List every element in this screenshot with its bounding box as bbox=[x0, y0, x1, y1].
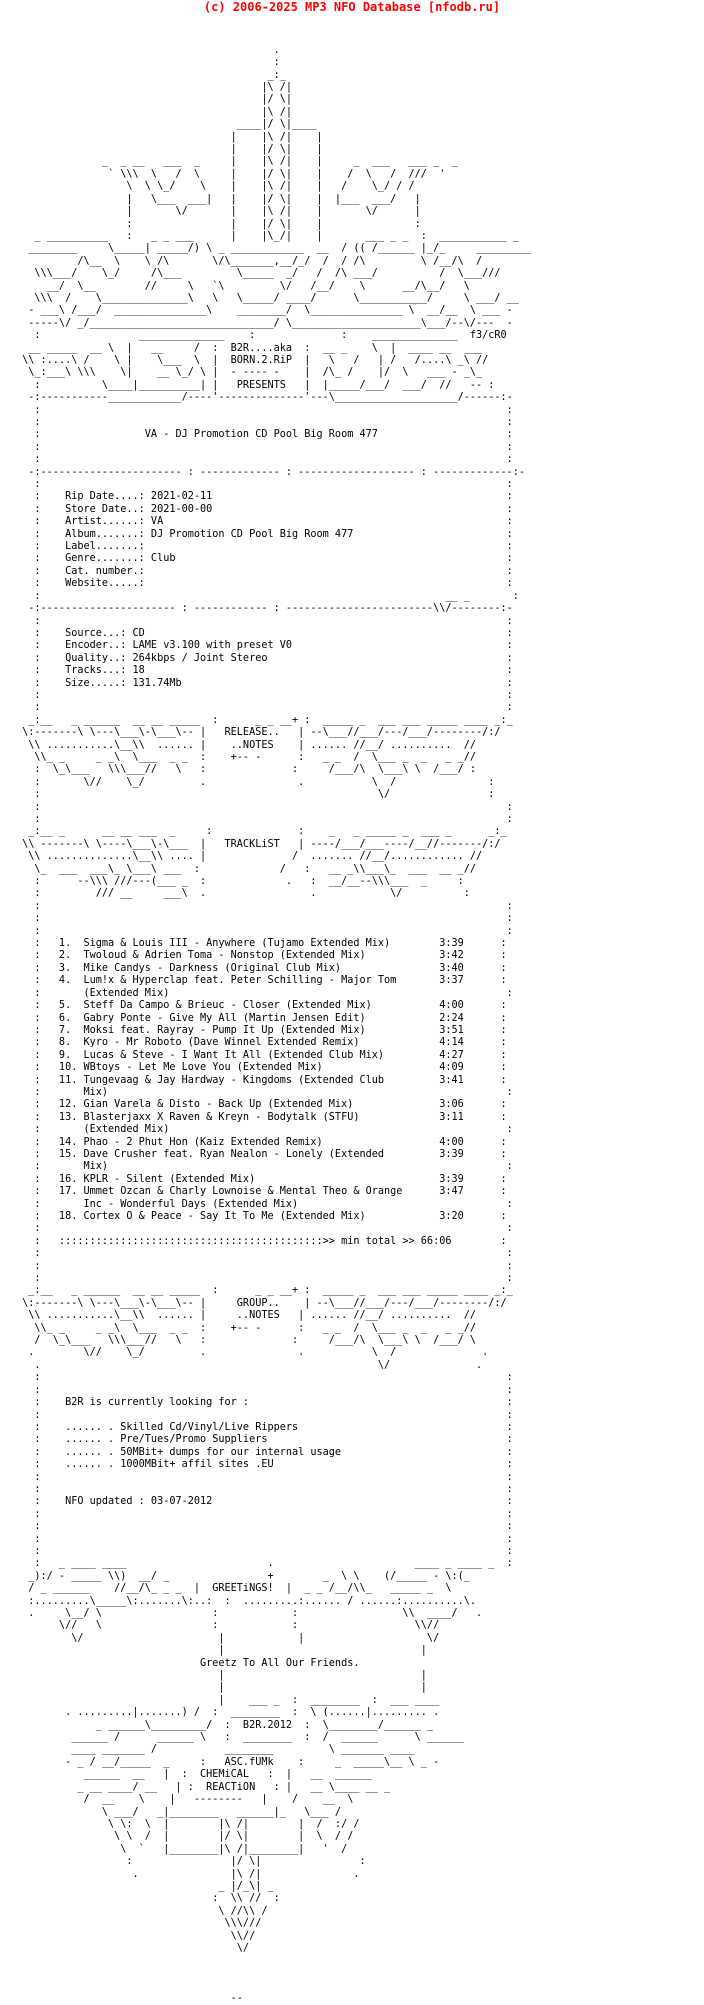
nfo-line: : |/ \| : bbox=[16, 1856, 366, 1868]
nfo-line: \_ ___ ___\_ \___\ ___ : / : __ _\\___\_ ___ __ _// bbox=[16, 863, 477, 875]
nfo-line: : VA - DJ Promotion CD Pool Big Room 477 : bbox=[16, 429, 513, 441]
nfo-line: : Store Date..: 2021-00-00 : bbox=[16, 503, 513, 515]
nfo-line: : 11. Tungevaag & Jay Hardway - Kingdoms (Extended Club 3:41 : bbox=[16, 1074, 507, 1086]
nfo-line: : Encoder..: LAME v3.100 with preset V0 : bbox=[16, 640, 513, 652]
nfo-line: : 3. Mike Candys - Darkness (Original Club Mix) 3:40 : bbox=[16, 962, 507, 974]
nfo-line: : : bbox=[16, 1248, 513, 1260]
nfo-line: : 14. Phao - 2 Phut Hon (Kaiz Extended Remix) 4:00 : bbox=[16, 1136, 507, 1148]
nfo-line: : :::::::::::::::::::::::::::::::::::::::::::>> min total >> 66:06 : bbox=[16, 1235, 507, 1247]
nfo-line: : | |/ \| | : bbox=[16, 218, 421, 230]
nfo-line: : : bbox=[16, 1521, 513, 1533]
nfo-line: : 17. Ummet Ozcan & Charly Lownoise & Mental Theo & Orange 3:47 : bbox=[16, 1186, 507, 1198]
nfo-line: \\\ / \______________\ \ \_____/ ____/ \___________/ \ ___/ __ bbox=[16, 292, 519, 304]
nfo-line: - _ / __/_____ _ : ASC.fUMk : _ _____\__ \ _ - bbox=[16, 1756, 440, 1768]
nfo-line: : 10. WBtoys - Let Me Love You (Extended Mix) 4:09 : bbox=[16, 1062, 507, 1074]
nfo-line: : : bbox=[16, 479, 513, 491]
nfo-line: : : bbox=[16, 1260, 513, 1272]
nfo-line: : Album.......: DJ Promotion CD Pool Big Room 477 : bbox=[16, 528, 513, 540]
nfo-line: : NFO updated : 03-07-2012 : bbox=[16, 1496, 513, 1508]
nfo-line: \:-------\ \---\___\-\___\-- | RELEASE.. | --\___//___/---/___/--------/:/ bbox=[16, 727, 501, 739]
nfo-line: : : bbox=[16, 1384, 513, 1396]
nfo-line: _:_ bbox=[16, 69, 286, 81]
nfo-line: : : bbox=[16, 1545, 513, 1557]
nfo-line: \\\/// bbox=[16, 1918, 262, 1930]
nfo-line: | \___ ___| | |/ \| | |___ ___/ | bbox=[16, 193, 421, 205]
nfo-line: /\__ \ \ /\ \/\_______,__/_/ / / /\ \ /__/\ / bbox=[16, 255, 483, 267]
nfo-line: : bbox=[16, 57, 280, 69]
nfo-line: _ __ ____/ __ | : REACTiON : | __ \____ __ _ bbox=[16, 1781, 391, 1793]
nfo-line: . \/ . bbox=[16, 1359, 483, 1371]
nfo-line: \ \ \_/ \ | |\ /| | / \_/ / / bbox=[16, 181, 415, 193]
nfo-line: . bbox=[16, 44, 280, 56]
nfo-line: : \_\___ \\\___// \ : : /___/\ \___\ \ /___/ : bbox=[16, 764, 477, 776]
nfo-line: / _ ______ //__/\_ _ _ | GREETiNGS! | _ _ /__/\\_ _____ _ \ bbox=[16, 1583, 452, 1595]
nfo-line: / \_\___ \\\___// \ : : /___/\ \___\ \ /___/ \ bbox=[16, 1335, 477, 1347]
nfo-line: : --\\\ ///---(___ _ : . : __/__--\\\___ _ : bbox=[16, 876, 464, 888]
nfo-line: : \\ // : bbox=[16, 1893, 280, 1905]
nfo-line: : Label.......: : bbox=[16, 541, 513, 553]
nfo-line: : 13. Blasterjaxx X Raven & Kreyn - Bodytalk (STFU) 3:11 : bbox=[16, 1111, 507, 1123]
nfo-line: : : bbox=[16, 1223, 513, 1235]
nfo-line: : Inc - Wonderful Days (Extended Mix) : bbox=[16, 1198, 513, 1210]
nfo-line: | ___ _ : ________ : ___ ____ bbox=[16, 1694, 489, 1706]
nfo-line: | \/ | |\ /| | \/ | bbox=[16, 206, 421, 218]
nfo-line: : : bbox=[16, 1372, 513, 1384]
nfo-line: |\ /| bbox=[16, 82, 293, 94]
nfo-line: _:__ _ ______ __ __ _____ : _ _ __+ : _____ _ ___ ___ _____ ____ _:_ bbox=[16, 1285, 513, 1297]
nfo-line: / __ \ | -------- | / __ \ bbox=[16, 1794, 354, 1806]
nfo-line: _ ______\_________/ : B2R.2012 : \________/______ _ bbox=[16, 1719, 434, 1731]
nfo-line: ____|/ \|____ bbox=[16, 119, 317, 131]
nfo-line: : Source...: CD : bbox=[16, 627, 513, 639]
nfo-line: : Mix) : bbox=[16, 1161, 513, 1173]
nfo-line: \\_ _ _ _\ \___ _ _ : +-- - : _ _ / \___ _ _ _ _// bbox=[16, 1322, 477, 1334]
nfo-line: _):/ - _____ \\) __/ _ + _ \ \ (/_____ - \:(_ bbox=[16, 1570, 470, 1582]
nfo-line: : _ ____ ____ . ____ _ ____ _ : bbox=[16, 1558, 513, 1570]
nfo-line: : : bbox=[16, 441, 513, 453]
nfo-line: \\\___/ \_/ /\___ \_____ _/ / /\ ___/ / \___/// bbox=[16, 268, 501, 280]
nfo-line: \ //\\ / bbox=[16, 1905, 268, 1917]
nfo-line: : : bbox=[16, 1508, 513, 1520]
nfo-line: |\ /| bbox=[16, 106, 293, 118]
nfo-line: : Quality..: 264kbps / Joint Stereo : bbox=[16, 652, 513, 664]
nfo-line: : ...... . Pre/Tues/Promo Suppliers : bbox=[16, 1434, 513, 1446]
nfo-line: . \__/ \ : : \\ ____/ . bbox=[16, 1608, 483, 1619]
nfo-line: : : bbox=[16, 1483, 513, 1495]
nfo-line: : 2. Twoloud & Adrien Toma - Nonstop (Extended Mix) 3:42 : bbox=[16, 950, 507, 962]
nfo-line: : Rip Date....: 2021-02-11 : bbox=[16, 491, 513, 503]
nfo-line: | |\ /| | bbox=[16, 131, 323, 143]
site-header: (c) 2006-2025 MP3 NFO Database [nfodb.ru] bbox=[203, 0, 501, 14]
nfo-line: : : bbox=[16, 454, 513, 466]
nfo-line: : Size.....: 131.74Mb : bbox=[16, 677, 513, 689]
nfo-line: \_:___\ \\\ \| __ \_/ \ | - ---- - | /\_ / |/ \ ___ - _\_ bbox=[16, 367, 483, 379]
nfo-line: : 4. Lum!x & Hyperclap feat. Peter Schilling - Major Tom 3:37 : bbox=[16, 975, 507, 987]
nfo-line: \\ :....\ / \ | \___ \ | BORN.2.RiP | \ / | / /....\ _\ // bbox=[16, 354, 489, 366]
nfo-line: :.........\_____\:.......\:..: : .........:...... / ......:..........\. bbox=[16, 1595, 477, 1607]
nfo-line: -----\/ _/______________________________/ \_____________________\___/--\/--- - bbox=[16, 317, 513, 329]
nfo-line: \:-------\ \---\___\-\___\-- | GROUP.. | --\___//___/---/___/--------/:/ bbox=[16, 1297, 507, 1309]
nfo-line: -:-----------____________/----'--------------'---\____________________/------:- bbox=[16, 392, 513, 404]
nfo-line: : : bbox=[16, 900, 513, 912]
nfo-line: ____ _______ / ________ \ _______ ____ bbox=[16, 1744, 415, 1756]
nfo-line: : Genre.......: Club : bbox=[16, 553, 513, 565]
nfo-line: : : bbox=[16, 913, 513, 925]
nfo-line: _ __________ : _ _ ___ | |\_/| | ___ _ _ : ___________ _ bbox=[16, 230, 519, 242]
nfo-line: -:---------------------- : ------------ : ------------------------\\/--------:- bbox=[16, 603, 513, 615]
nfo-line: __ _____ __ \ | __ / : B2R....aka : __ _ \ | ____ __ ___ bbox=[16, 342, 483, 354]
nfo-line: : /// __ ___\ . . \/ : bbox=[16, 888, 470, 900]
nfo-line: __/ \__ // \ `\ \/ /__/ \ __/\__/ \ bbox=[16, 280, 477, 292]
nfo-line: \\ -------\ \----\___\-\___ | TRACKLiST | ----/___/___----/__//-------/:/ bbox=[16, 838, 501, 850]
nfo-line: -:----------------------- : ------------- : ------------------- : -------------:- bbox=[16, 466, 526, 478]
nfo-line: \\ ...........\__\\ ...... | ..NOTES | ...... //__/ .......... // bbox=[16, 739, 477, 751]
nfo-line: \ ` |________|\ /|________| ' / bbox=[16, 1843, 348, 1855]
nfo-line: : : bbox=[16, 1533, 513, 1545]
nfo-line: . \// \_/ . . \ / . bbox=[16, 1347, 489, 1359]
nfo-line: : \// \_/ . . \ / : bbox=[16, 776, 495, 788]
nfo-line: : ...... . 1000MBit+ affil sites .EU : bbox=[16, 1459, 513, 1471]
nfo-line: \/ bbox=[16, 1942, 250, 1954]
nfo-line: Greetz To All Our Friends. bbox=[16, 1657, 360, 1669]
nfo-line: \/ | | \/ bbox=[16, 1632, 440, 1644]
nfo-line: : 7. Moksi feat. Rayray - Pump It Up (Extended Mix) 3:51 : bbox=[16, 1024, 507, 1036]
nfo-line: | |/ \| | bbox=[16, 144, 323, 156]
nfo-line: \ \: \ | |\ /| | / :/ / bbox=[16, 1818, 360, 1830]
nfo-line: : : bbox=[16, 689, 513, 701]
nfo-line: ______ / ______ \ : ________ : / ______ \ ______ bbox=[16, 1732, 464, 1744]
nfo-line: ______ __ | : CHEMiCAL : | __ ______ bbox=[16, 1769, 372, 1781]
nfo-line: : Tracks...: 18 : bbox=[16, 665, 513, 677]
nfo-line: : : bbox=[16, 404, 513, 416]
nfo-line: : Cat. number.: : bbox=[16, 565, 513, 577]
nfo-line: \\ ...........\__\\ ...... | ..NOTES | ...... //__/ .......... // bbox=[16, 1310, 477, 1322]
nfo-line: : 8. Kyro - Mr Roboto (Dave Winnel Extended Remix) 4:14 : bbox=[16, 1037, 507, 1049]
nfo-line: \// \ : : \\// bbox=[16, 1620, 440, 1632]
nfo-line: : 18. Cortex O & Peace - Say It To Me (Extended Mix) 3:20 : bbox=[16, 1211, 507, 1222]
nfo-line: _ |/_\| _ bbox=[16, 1880, 274, 1892]
nfo-line: : (Extended Mix) : bbox=[16, 987, 513, 999]
nfo-line: : 9. Lucas & Steve - I Want It All (Extended Club Mix) 4:27 : bbox=[16, 1049, 507, 1061]
nfo-line: _:__ _ ______ __ __ _____ : _ _ __+ : _____ _ ___ ___ _____ ____ _:_ bbox=[16, 714, 513, 726]
nfo-line: : : bbox=[16, 1409, 513, 1421]
nfo-line: : : bbox=[16, 417, 513, 428]
nfo-line: : 15. Dave Crusher feat. Ryan Nealon - Lonely (Extended 3:39 : bbox=[16, 1148, 507, 1160]
nfo-line: | | bbox=[16, 1645, 427, 1657]
nfo-line: \ \ / | |/ \| | \ / / bbox=[16, 1831, 354, 1843]
nfo-line: - ___\ /___/ _______________\ ________/ \_______________ \ __/__ \ ___ - bbox=[16, 305, 513, 317]
nfo-line: \\// bbox=[16, 1930, 256, 1942]
nfo-line: -- bbox=[16, 1992, 243, 2004]
nfo-line: : B2R is currently looking for : : bbox=[16, 1397, 513, 1409]
nfo-line: : (Extended Mix) : bbox=[16, 1124, 513, 1136]
nfo-line: : : bbox=[16, 1273, 513, 1285]
nfo-line: : 6. Gabry Ponte - Give My All (Martin Jensen Edit) 2:24 : bbox=[16, 1012, 507, 1024]
nfo-line: ________ \_____| _____/) \ _ ____________ __ / (( /______ |_/_ _________ bbox=[16, 243, 532, 255]
nfo-line: _ _ __ ___ _ | |\ /| | _ ___ ___ _ _ bbox=[16, 156, 458, 168]
nfo-line: : __ _ : bbox=[16, 590, 519, 602]
nfo-line: \ ___/ _|________ ______|_ \___ / bbox=[16, 1806, 342, 1818]
nfo-line: | | bbox=[16, 1670, 427, 1682]
nfo-line: : 12. Gian Varela & Disto - Back Up (Extended Mix) 3:06 : bbox=[16, 1099, 507, 1111]
nfo-line: : 16. KPLR - Silent (Extended Mix) 3:39 : bbox=[16, 1173, 507, 1185]
nfo-line: : Website.....: : bbox=[16, 578, 513, 590]
nfo-line: \\ ..............\__\\ .... | / ....... //__/............ // bbox=[16, 851, 483, 863]
nfo-line: \\_ _ _ _\ \___ _ _ : +-- - : _ _ / \___ _ _ _ _// bbox=[16, 751, 477, 763]
nfo-line: : : bbox=[16, 702, 513, 714]
nfo-line: : : bbox=[16, 615, 513, 627]
nfo-line: : : bbox=[16, 801, 513, 813]
nfo-line: : ______________ : : ______________ f3/cR0 bbox=[16, 330, 507, 342]
nfo-line: : 5. Steff Da Campo & Brieuc - Closer (Extended Mix) 4:00 : bbox=[16, 1000, 507, 1012]
nfo-line: : Artist......: VA : bbox=[16, 516, 513, 528]
nfo-line: : \/ : bbox=[16, 789, 495, 801]
nfo-line: : : bbox=[16, 814, 513, 825]
nfo-line: : Mix) : bbox=[16, 1086, 513, 1098]
nfo-line: : 1. Sigma & Louis III - Anywhere (Tujamo Extended Mix) 3:39 : bbox=[16, 938, 507, 950]
nfo-line: : ...... . 50MBit+ dumps for our internal usage : bbox=[16, 1446, 513, 1458]
nfo-line: | | bbox=[16, 1682, 427, 1694]
nfo-ascii-art bbox=[16, 20, 531, 2005]
nfo-line: ` \\\ \ / \ | |/ \| | / \ / /// ' bbox=[16, 168, 446, 180]
nfo-line: : ...... . Skilled Cd/Vinyl/Live Rippers : bbox=[16, 1421, 513, 1433]
nfo-line: _:__ _ __ __ ___ _ : : _ _ _____ _ ___ _ _:_ bbox=[16, 826, 507, 838]
nfo-line: . |\ /| . bbox=[16, 1868, 360, 1880]
nfo-line: : \____|__________| | PRESENTS | |_____/___/ ___/ // -- : bbox=[16, 379, 495, 391]
nfo-line: . .........|.......) / : ________ : \ (......|......... . bbox=[16, 1707, 440, 1719]
nfo-line: : : bbox=[16, 925, 513, 937]
nfo-line: : : bbox=[16, 1471, 513, 1483]
nfo-line: |/ \| bbox=[16, 94, 293, 106]
